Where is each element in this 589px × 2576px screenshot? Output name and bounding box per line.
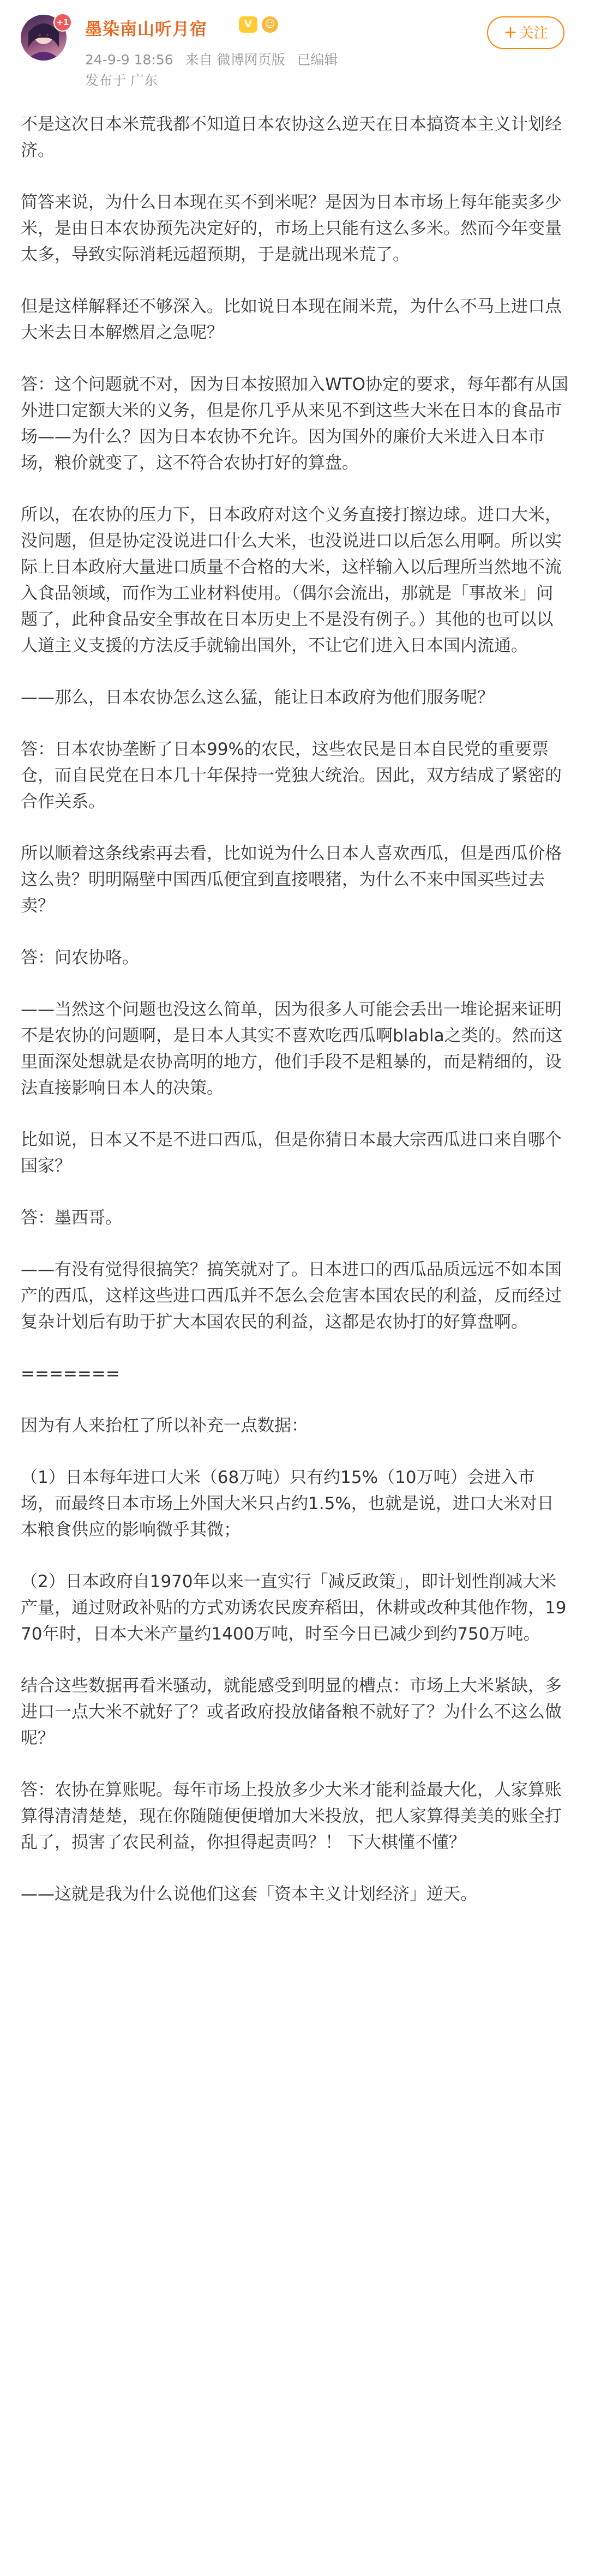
follow-button[interactable] bbox=[487, 16, 564, 49]
paragraph: 答：问农协咯。 bbox=[21, 948, 139, 968]
paragraph: 结合这些数据再看米骚动，就能感受到明显的槽点：市场上大米紧缺，多进口一点大米不就好了？或者政府投放储备粮不就好了？为什么不这么做呢？ bbox=[21, 1676, 562, 1748]
fan-badge-icon[interactable]: ☺ bbox=[262, 16, 278, 33]
post-header bbox=[0, 0, 589, 109]
post-edited-flag[interactable]: 已编辑 bbox=[297, 52, 338, 68]
separator-text: ======= bbox=[21, 1364, 120, 1384]
paragraph: 答：日本农协垄断了日本99%的农民，这些农民是日本自民党的重要票仓，而自民党在日本几十年保持一党独大统治。因此，双方结成了紧密的合作关系。 bbox=[21, 740, 562, 812]
post-source: 来自 微博网页版 bbox=[185, 52, 285, 68]
username[interactable]: 墨染南山听月宿 bbox=[85, 20, 207, 39]
paragraph: ——这就是我为什么说他们这套「资本主义计划经济」逆天。 bbox=[21, 1884, 477, 1904]
paragraph: 简答来说，为什么日本现在买不到米呢？是因为日本市场上每年能卖多少米，是由日本农协预先决定好的，市场上只能有这么多米。然而今年变量太多，导致实际消耗远超预期，于是就出现米荒了。 bbox=[21, 193, 562, 265]
paragraph: 答：农协在算账呢。每年市场上投放多少大米才能利益最大化，人家算账算得清清楚楚，现在你随随便便增加大米投放，把人家算得美美的账全打乱了，损害了农民利益，你担得起责吗？！ 下大棋懂不懂？ bbox=[21, 1780, 562, 1852]
paragraph: ——当然这个问题也没这么简单，因为很多人可能会丢出一堆论据来证明不是农协的问题啊，是日本人其实不喜欢吃西瓜啊blabla之类的。然而这里面深处想就是农协高明的地方，他们手段不是粗暴的，而是精细的，设法直接影响日本人的决策。 bbox=[21, 1000, 563, 1098]
paragraph: 不是这次日本米荒我都不知道日本农协这么逆天在日本搞资本主义计划经济。 bbox=[21, 115, 562, 160]
follow-label: 关注 bbox=[519, 25, 548, 41]
post-location: 发布于 广东 bbox=[85, 73, 158, 88]
vip-badge-icon[interactable]: V bbox=[239, 16, 257, 33]
avatar-badge: +1 bbox=[53, 13, 72, 32]
paragraph: 因为有人来抬杠了所以补充一点数据： bbox=[21, 1416, 308, 1436]
post-datetime[interactable]: 24-9-9 18:56 bbox=[85, 52, 173, 68]
paragraph: 所以，在农协的压力下，日本政府对这个义务直接打擦边球。进口大米，没问题，但是协定没说进口什么大米，也没说进口以后怎么用啊。所以实际上日本政府大量进口质量不合格的大米，这样输入以后理所当然地不流入食品领域，而作为工业材料使用。（偶尔会流出，那就是「事故米」问题了，此种食品安全事故在日本历史上不是没有例子。）其他的也可以以人道主义支援的方法反手就输出国外，不让它们进入日本国内流通。 bbox=[21, 505, 562, 656]
plus-icon: + bbox=[503, 23, 518, 42]
post-body bbox=[21, 111, 568, 1933]
paragraph: 比如说，日本又不是不进口西瓜，但是你猜日本最大宗西瓜进口来自哪个国家？ bbox=[21, 1130, 562, 1176]
paragraph: （2）日本政府自1970年以来一直实行「减反政策」，即计划性削减大米产量，通过财政补贴的方式劝诱农民废弃稻田，休耕或改种其他作物，1970年时，日本大米产量约1400万吨，时至今日已减少到约750万吨。 bbox=[21, 1572, 567, 1644]
paragraph: 答：这个问题就不对，因为日本按照加入WTO协定的要求，每年都有从国外进口定额大米的义务，但是你几乎从来见不到这些大米在日本的食品市场——为什么？因为日本农协不允许。因为国外的廉价大米进入日本市场，粮价就变了，这不符合农协打好的算盘。 bbox=[21, 375, 568, 473]
paragraph: 所以顺着这条线索再去看，比如说为什么日本人喜欢西瓜，但是西瓜价格这么贵？明明隔壁中国西瓜便宜到直接喂猪，为什么不来中国买些过去卖？ bbox=[21, 844, 562, 916]
paragraph: ——那么，日本农协怎么这么猛，能让日本政府为他们服务呢？ bbox=[21, 688, 494, 707]
paragraph: （1）日本每年进口大米（68万吨）只有约15%（10万吨）会进入市场，而最终日本市场上外国大米只占约1.5%，也就是说，进口大米对日本粮食供应的影响微乎其微； bbox=[21, 1468, 554, 1540]
paragraph: 答：墨西哥。 bbox=[21, 1208, 122, 1228]
post-meta bbox=[85, 49, 346, 69]
paragraph: 但是这样解释还不够深入。比如说日本现在闹米荒，为什么不马上进口点大米去日本解燃眉之急呢？ bbox=[21, 297, 562, 343]
paragraph: ——有没有觉得很搞笑？搞笑就对了。日本进口的西瓜品质远远不如本国产的西瓜，这样这些进口西瓜并不怎么会危害本国农民的利益，反而经过复杂计划后有助于扩大本国农民的利益，这都是农协打的好算盘啊。 bbox=[21, 1260, 562, 1332]
